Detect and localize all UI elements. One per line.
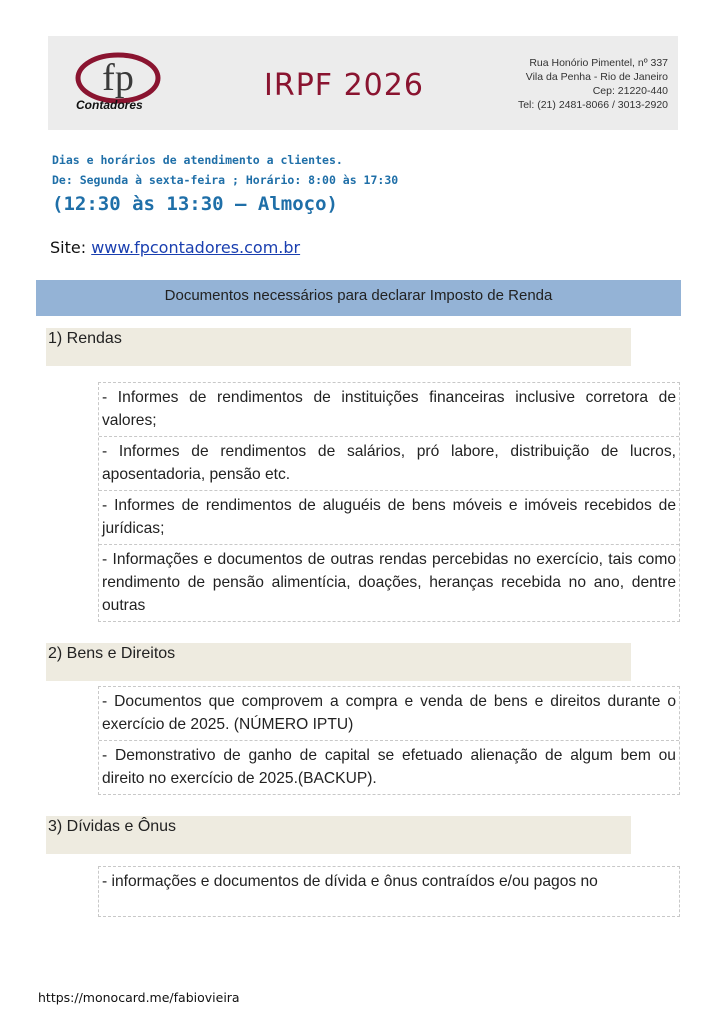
document-title: IRPF 2026 <box>264 68 424 103</box>
list-item: - Informes de rendimentos de instituições financeiras inclusive corretora de valores; <box>99 383 679 437</box>
category-rendas: 1) Rendas <box>46 328 631 366</box>
list-item: - informações e documentos de dívida e ônus contraídos e/ou pagos no <box>102 873 598 890</box>
list-item: - Informes de rendimentos de aluguéis de bens móveis e imóveis recebidos de jurídicas; <box>99 491 679 545</box>
footer-url: https://monocard.me/fabiovieira <box>38 990 240 1005</box>
category-bens-direitos: 2) Bens e Direitos <box>46 643 631 681</box>
logo-text: fp <box>102 57 134 99</box>
address-phone: Tel: (21) 2481-8066 / 3013-2920 <box>517 99 668 111</box>
list-item: - Documentos que comprovem a compra e venda de bens e direitos durante o exercício de 2025. (NÚMERO IPTU) <box>99 687 679 741</box>
site-link[interactable]: www.fpcontadores.com.br <box>91 238 301 257</box>
hours-heading: Dias e horários de atendimento a clientes. <box>52 153 343 167</box>
category-dividas-onus: 3) Dívidas e Ônus <box>46 816 631 854</box>
list-item: - Informações e documentos de outras rendas percebidas no exercício, tais como rendimento de pensão alimentícia, doações, heranças recebida no ano, dentre outras <box>102 551 676 614</box>
address-street: Rua Honório Pimentel, nº 337 <box>529 57 668 69</box>
bens-list <box>98 686 680 795</box>
site-label: Site: <box>50 238 87 257</box>
hours-lunch: (12:30 às 13:30 – Almoço) <box>52 193 338 215</box>
address-cep: Cep: 21220-440 <box>592 85 668 97</box>
dividas-list <box>98 866 680 917</box>
letterhead <box>48 36 678 130</box>
office-hours <box>52 150 398 218</box>
logo-subtitle: Contadores <box>76 98 143 112</box>
hours-schedule: De: Segunda à sexta-feira ; Horário: 8:00 às 17:30 <box>52 173 399 187</box>
list-item: - Informes de rendimentos de salários, pró labore, distribuição de lucros, aposentadoria, pensão etc. <box>99 437 679 491</box>
list-item: - Demonstrativo de ganho de capital se efetuado alienação de algum bem ou direito no exercício de 2025.(BACKUP). <box>102 747 676 787</box>
rendas-list <box>98 382 680 622</box>
address-block <box>518 56 668 112</box>
section-title: Documentos necessários para declarar Imposto de Renda <box>36 280 681 316</box>
site-line <box>50 238 300 257</box>
address-district: Vila da Penha - Rio de Janeiro <box>525 71 668 83</box>
